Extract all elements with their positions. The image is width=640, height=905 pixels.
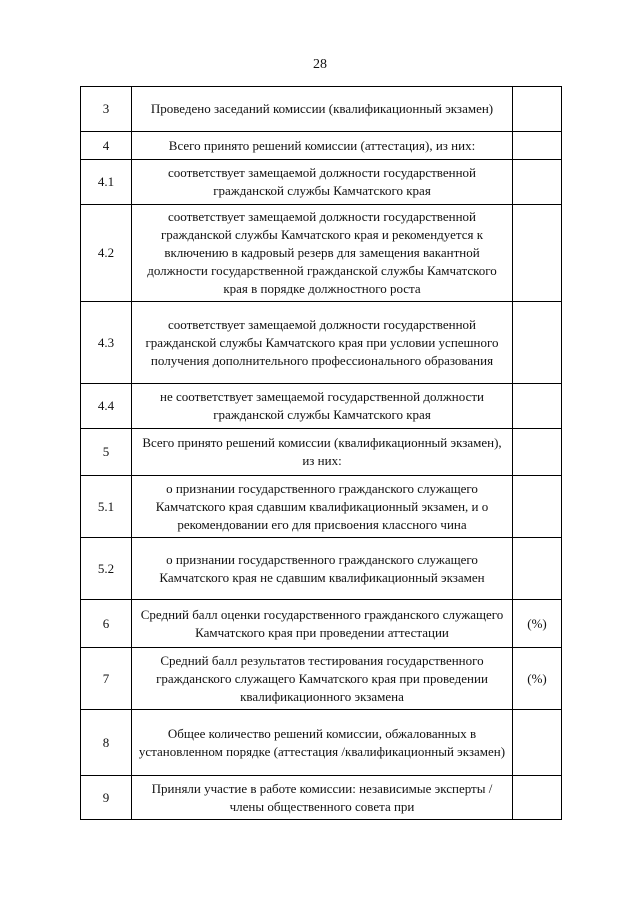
row-description: соответствует замещаемой должности государственной гражданской службы Камчатского края при условии успешного получения дополнительного профессионального образования [132,302,513,384]
table-row [81,476,562,538]
table-row [81,302,562,384]
table-row [81,132,562,160]
row-number: 7 [81,648,132,710]
row-number: 8 [81,710,132,776]
row-number: 5.2 [81,538,132,600]
row-value [513,205,562,302]
row-description: Всего принято решений комиссии (аттестация), из них: [132,132,513,160]
row-number: 3 [81,87,132,132]
report-table [80,86,562,820]
row-number: 9 [81,776,132,820]
row-description: Средний балл результатов тестирования государственного гражданского служащего Камчатского края при проведении квалификационного экзамена [132,648,513,710]
table-row [81,87,562,132]
row-description: Приняли участие в работе комиссии: независимые эксперты / члены общественного совета при [132,776,513,820]
page-number: 28 [313,57,327,72]
row-number: 4 [81,132,132,160]
row-value: (%) [513,648,562,710]
table-row [81,648,562,710]
row-value [513,429,562,476]
table-row [81,160,562,205]
table-row [81,205,562,302]
row-value: (%) [513,600,562,648]
row-value [513,776,562,820]
row-description: Всего принято решений комиссии (квалификационный экзамен), из них: [132,429,513,476]
row-value [513,710,562,776]
row-value [513,384,562,429]
row-value [513,87,562,132]
row-number: 4.4 [81,384,132,429]
row-value [513,476,562,538]
row-number: 4.3 [81,302,132,384]
table-row [81,384,562,429]
row-description: не соответствует замещаемой государственной должности гражданской службы Камчатского края [132,384,513,429]
row-value [513,160,562,205]
row-number: 4.1 [81,160,132,205]
row-value [513,132,562,160]
row-description: Средний балл оценки государственного гражданского служащего Камчатского края при проведении аттестации [132,600,513,648]
row-description: Общее количество решений комиссии, обжалованных в установленном порядке (аттестация /квалификационный экзамен) [132,710,513,776]
row-value [513,538,562,600]
table-row [81,710,562,776]
row-description: соответствует замещаемой должности государственной гражданской службы Камчатского края и рекомендуется к включению в кадровый резерв для замещения вакантной должности государственной гражданской службы Камчатского края в порядке должностного роста [132,205,513,302]
table-row [81,776,562,820]
row-description: соответствует замещаемой должности государственной гражданской службы Камчатского края [132,160,513,205]
row-number: 5 [81,429,132,476]
table-row [81,538,562,600]
row-description: о признании государственного гражданского служащего Камчатского края сдавшим квалификационный экзамен, и о рекомендовании его для присвоения классного чина [132,476,513,538]
row-number: 5.1 [81,476,132,538]
row-description: Проведено заседаний комиссии (квалификационный экзамен) [132,87,513,132]
row-value [513,302,562,384]
row-number: 6 [81,600,132,648]
row-description: о признании государственного гражданского служащего Камчатского края не сдавшим квалификационный экзамен [132,538,513,600]
table-row [81,600,562,648]
row-number: 4.2 [81,205,132,302]
table-row [81,429,562,476]
